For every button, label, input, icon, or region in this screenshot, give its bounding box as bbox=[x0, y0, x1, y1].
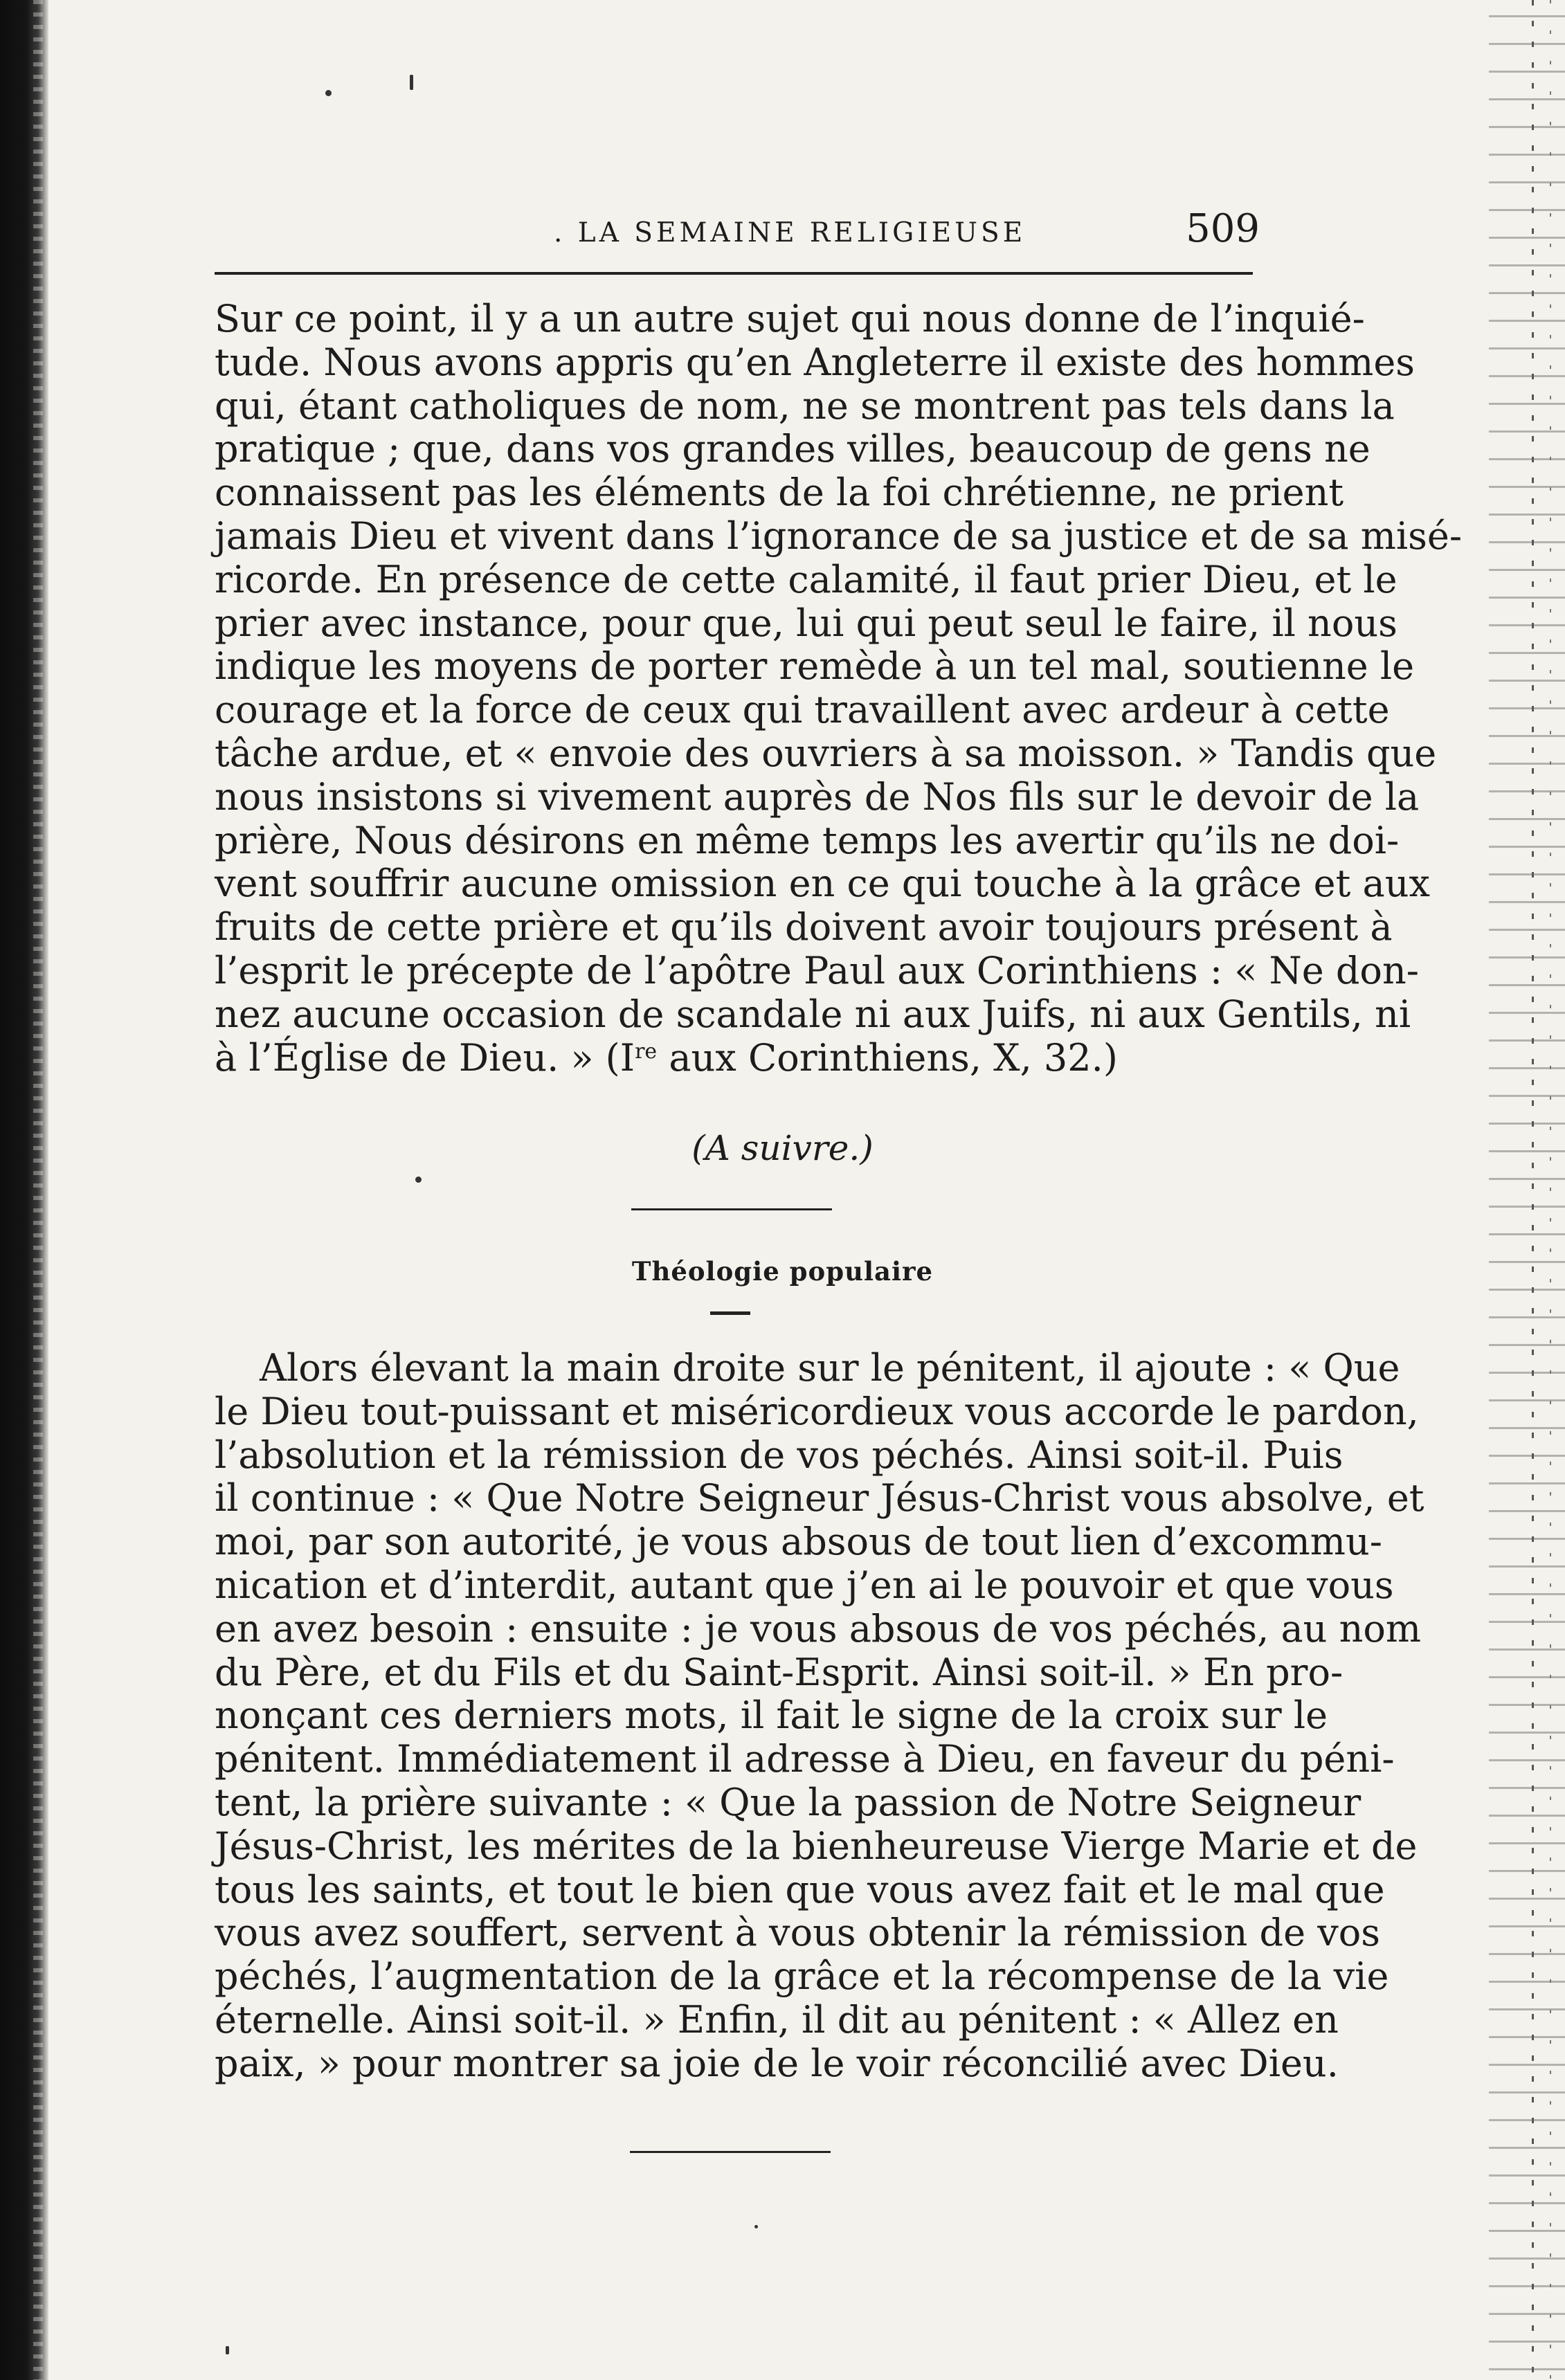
running-title: . LA SEMAINE RELIGIEUSE bbox=[554, 217, 1026, 248]
page-number: 509 bbox=[1186, 206, 1260, 251]
print-speck bbox=[410, 75, 413, 90]
text-line: tâche ardue, et « envoie des ouvriers à sa moisson. » Tandis que bbox=[215, 731, 1437, 775]
body-paragraph-1 bbox=[215, 297, 1463, 1080]
header-rule bbox=[215, 272, 1253, 275]
text-line: prière, Nous désirons en même temps les avertir qu’ils ne doi- bbox=[215, 818, 1400, 862]
text-line: éternelle. Ainsi soit-il. » Enfin, il dit au pénitent : « Allez en bbox=[215, 1997, 1339, 2042]
text-line: l’absolution et la rémission de vos péchés. Ainsi soit-il. Puis bbox=[215, 1433, 1344, 1477]
text-line: Sur ce point, il y a un autre sujet qui nous donne de l’inquié- bbox=[215, 297, 1365, 340]
text-fragment: à l’Église de Dieu. » (I bbox=[215, 1035, 635, 1080]
text-line: nication et d’interdit, autant que j’en ai le pouvoir et que vous bbox=[215, 1563, 1394, 1607]
text-line: indique les moyens de porter remède à un tel mal, soutienne le bbox=[215, 644, 1415, 689]
text-line: Alors élevant la main droite sur le pénitent, il ajoute : « Que bbox=[260, 1346, 1400, 1390]
text-fragment: aux Corinthiens, X, 32.) bbox=[657, 1035, 1118, 1080]
print-speck bbox=[415, 1177, 422, 1183]
text-line: connaissent pas les éléments de la foi chrétienne, ne prient bbox=[215, 471, 1344, 515]
text-line: nous insistons si vivement auprès de Nos fils sur le devoir de la bbox=[215, 774, 1420, 819]
text-line: fruits de cette prière et qu’ils doivent avoir toujours présent à bbox=[215, 905, 1393, 950]
print-speck bbox=[226, 2346, 229, 2354]
text-line: jamais Dieu et vivent dans l’ignorance de sa justice et de sa misé- bbox=[215, 514, 1463, 558]
to-be-continued-note: (A suivre.) bbox=[691, 1128, 874, 1168]
text-line: moi, par son autorité, je vous absous de tout lien d’excommu- bbox=[215, 1520, 1382, 1564]
text-line: vent souffrir aucune omission en ce qui touche à la grâce et aux bbox=[215, 862, 1430, 906]
binding-edge bbox=[0, 0, 48, 2380]
text-line: du Père, et du Fils et du Saint-Esprit. Ainsi soit-il. » En pro- bbox=[215, 1650, 1344, 1694]
text-line: tent, la prière suivante : « Que la passion de Notre Seigneur bbox=[215, 1780, 1362, 1824]
text-line: il continue : « Que Notre Seigneur Jésus-Christ vous absolve, et bbox=[215, 1476, 1424, 1520]
text-line-last bbox=[215, 1037, 1270, 1080]
end-separator bbox=[630, 2151, 831, 2153]
running-header bbox=[208, 206, 1260, 262]
text-line: l’esprit le précepte de l’apôtre Paul aux Corinthiens : « Ne don- bbox=[215, 948, 1419, 992]
text-line: qui, étant catholiques de nom, ne se montrent pas tels dans la bbox=[215, 383, 1395, 428]
text-line: Jésus-Christ, les mérites de la bienheureuse Vierge Marie et de bbox=[215, 1824, 1418, 1868]
text-line: nez aucune occasion de scandale ni aux Juifs, ni aux Gentils, ni bbox=[215, 992, 1411, 1036]
print-speck bbox=[325, 90, 332, 96]
text-line: vous avez souffert, servent à vous obtenir la rémission de vos bbox=[215, 1911, 1380, 1955]
text-line: pratique ; que, dans vos grandes villes, beaucoup de gens ne bbox=[215, 427, 1370, 471]
text-line-last: paix, » pour montrer sa joie de le voir réconcilié avec Dieu. bbox=[215, 2041, 1339, 2085]
text-line: prier avec instance, pour que, lui qui peut seul le faire, il nous bbox=[215, 601, 1397, 645]
section-separator bbox=[631, 1208, 832, 1210]
text-line: tous les saints, et tout le bien que vous avez fait et le mal que bbox=[215, 1867, 1385, 1911]
print-speck bbox=[754, 2225, 758, 2228]
title-dash bbox=[710, 1311, 750, 1315]
text-line: péchés, l’augmentation de la grâce et la récompense de la vie bbox=[215, 1954, 1389, 1999]
text-line: nonçant ces derniers mots, il fait le signe de la croix sur le bbox=[215, 1693, 1328, 1738]
text-line: courage et la force de ceux qui travaillent avec ardeur à cette bbox=[215, 688, 1390, 732]
text-line: en avez besoin : ensuite : je vous absous de vos péchés, au nom bbox=[215, 1606, 1422, 1651]
text-line: ricorde. En présence de cette calamité, il faut prier Dieu, et le bbox=[215, 557, 1397, 601]
text-line: pénitent. Immédiatement il adresse à Dieu, en faveur du péni- bbox=[215, 1737, 1395, 1781]
body-paragraph-2 bbox=[215, 1346, 1424, 2086]
page-edge-shadow bbox=[1489, 0, 1565, 2380]
text-line: le Dieu tout-puissant et miséricordieux vous accorde le pardon, bbox=[215, 1389, 1419, 1433]
section-title: Théologie populaire bbox=[631, 1256, 934, 1287]
superscript: re bbox=[635, 1039, 658, 1064]
text-line: tude. Nous avons appris qu’en Angleterre il existe des hommes bbox=[215, 340, 1415, 384]
